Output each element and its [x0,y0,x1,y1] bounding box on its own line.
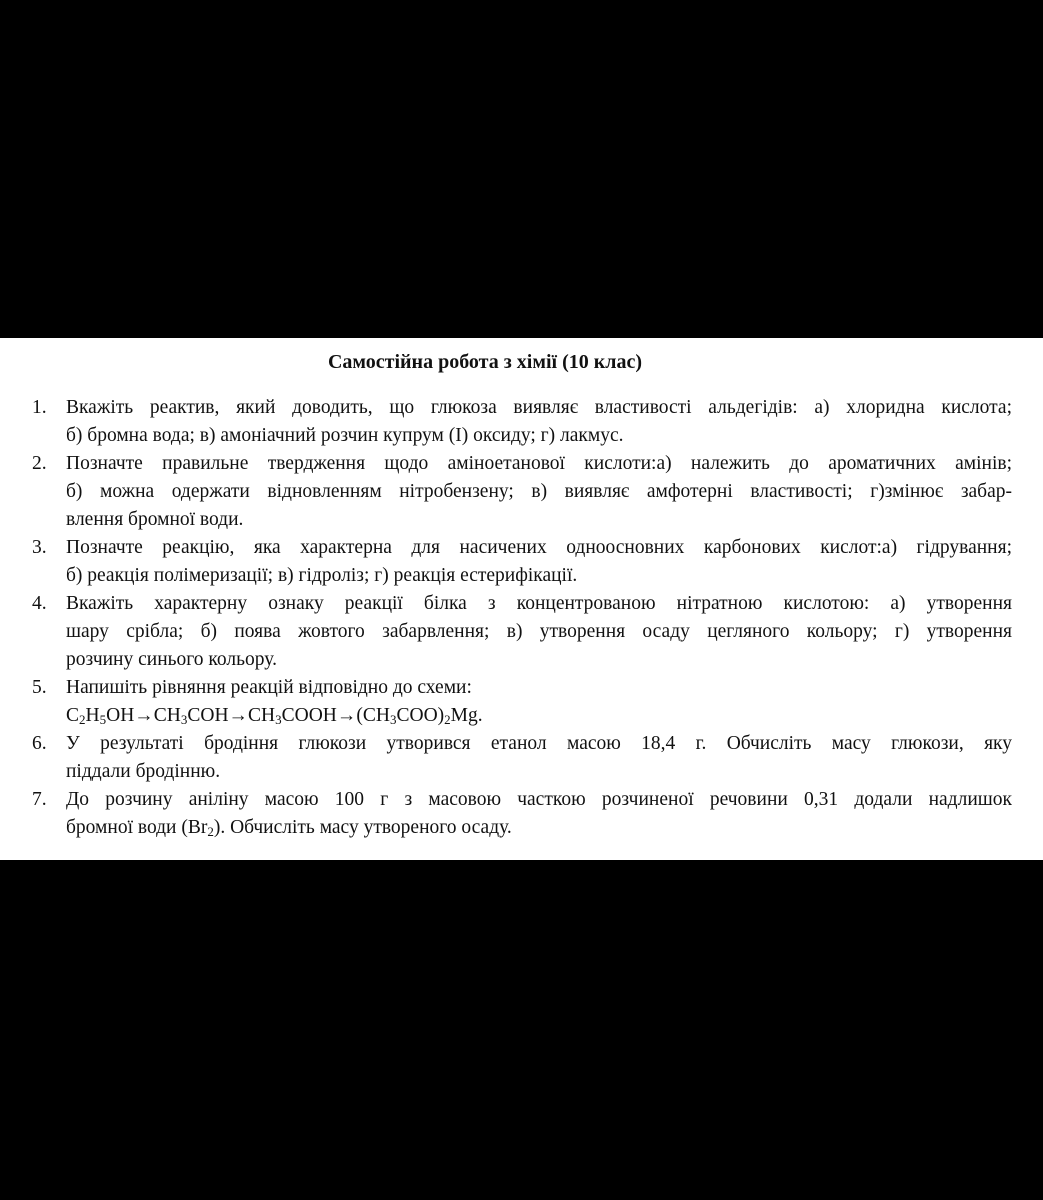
task-text-line: влення бромної води. [66,509,244,530]
text-segment: бромної води (Br [66,817,208,838]
text-segment: COOH→(CH [281,705,390,726]
task-text-line: б) можна одержати відновленням нітробензену; в) виявляє амфотерні властивості; г)змінює забар- [66,481,1012,502]
text-segment: ). Обчисліть масу утвореного осаду. [213,817,512,838]
task-text-line: У результаті бродіння глюкози утворився етанол масою 18,4 г. Обчисліть масу глюкози, яку [66,733,1012,754]
subscript: 3 [389,712,397,727]
reaction-scheme [66,702,1012,730]
task-number: 1. [32,397,47,418]
task-text-line: Вкажіть реактив, який доводить, що глюкоза виявляє властивості альдегідів: а) хлоридна кислота; [66,397,1012,418]
task-number: 7. [32,789,47,810]
task-item [0,450,1043,534]
document-page [0,338,1043,860]
task-text-line: б) бромна вода; в) амоніачний розчин купрум (I) оксиду; г) лакмус. [66,425,624,446]
task-text-line: розчину синього кольору. [66,649,277,670]
task-list [0,394,1043,842]
subscript: 5 [99,712,107,727]
task-item [0,674,1043,730]
text-segment: Mg. [450,705,483,726]
task-number: 6. [32,733,47,754]
task-text-line: Позначте правильне твердження щодо аміноетанової кислоти:а) належить до ароматичних амінів; [66,453,1012,474]
subscript: 2 [207,824,214,839]
subscript: 3 [180,712,188,727]
task-text-line: Напишіть рівняння реакцій відповідно до схеми: [66,677,472,698]
task-item [0,730,1043,786]
text-segment: C [66,705,80,726]
task-item [0,534,1043,590]
text-segment: OH→CH [106,705,181,726]
text-segment: COO) [396,705,445,726]
task-number: 3. [32,537,47,558]
task-text-line: Вкажіть характерну ознаку реакції білка з концентрованою нітратною кислотою: а) утворення [66,593,1012,614]
document-title: Самостійна робота з хімії (10 клас) [327,351,643,373]
task-item [0,786,1043,842]
task-text-line [66,814,1012,842]
subscript: 2 [79,712,86,727]
task-number: 4. [32,593,47,614]
text-segment: H [85,705,100,726]
subscript: 2 [444,712,451,727]
task-number: 2. [32,453,47,474]
text-segment: COH→CH [187,705,276,726]
task-item [0,394,1043,450]
task-number: 5. [32,677,47,698]
subscript: 3 [275,712,282,727]
task-text-line: б) реакція полімеризації; в) гідроліз; г) реакція естерифікації. [66,565,578,586]
task-text-line: Позначте реакцію, яка характерна для насичених одноосновних карбонових кислот:а) гідрування; [66,537,1012,558]
task-text-line: До розчину аніліну масою 100 г з масовою часткою розчиненої речовини 0,31 додали надлишок [66,789,1012,810]
task-text-line: шару срібла; б) поява жовтого забарвлення; в) утворення осаду цегляного кольору; г) утворення [66,621,1012,642]
task-item [0,590,1043,674]
task-text-line: піддали бродінню. [66,761,221,782]
